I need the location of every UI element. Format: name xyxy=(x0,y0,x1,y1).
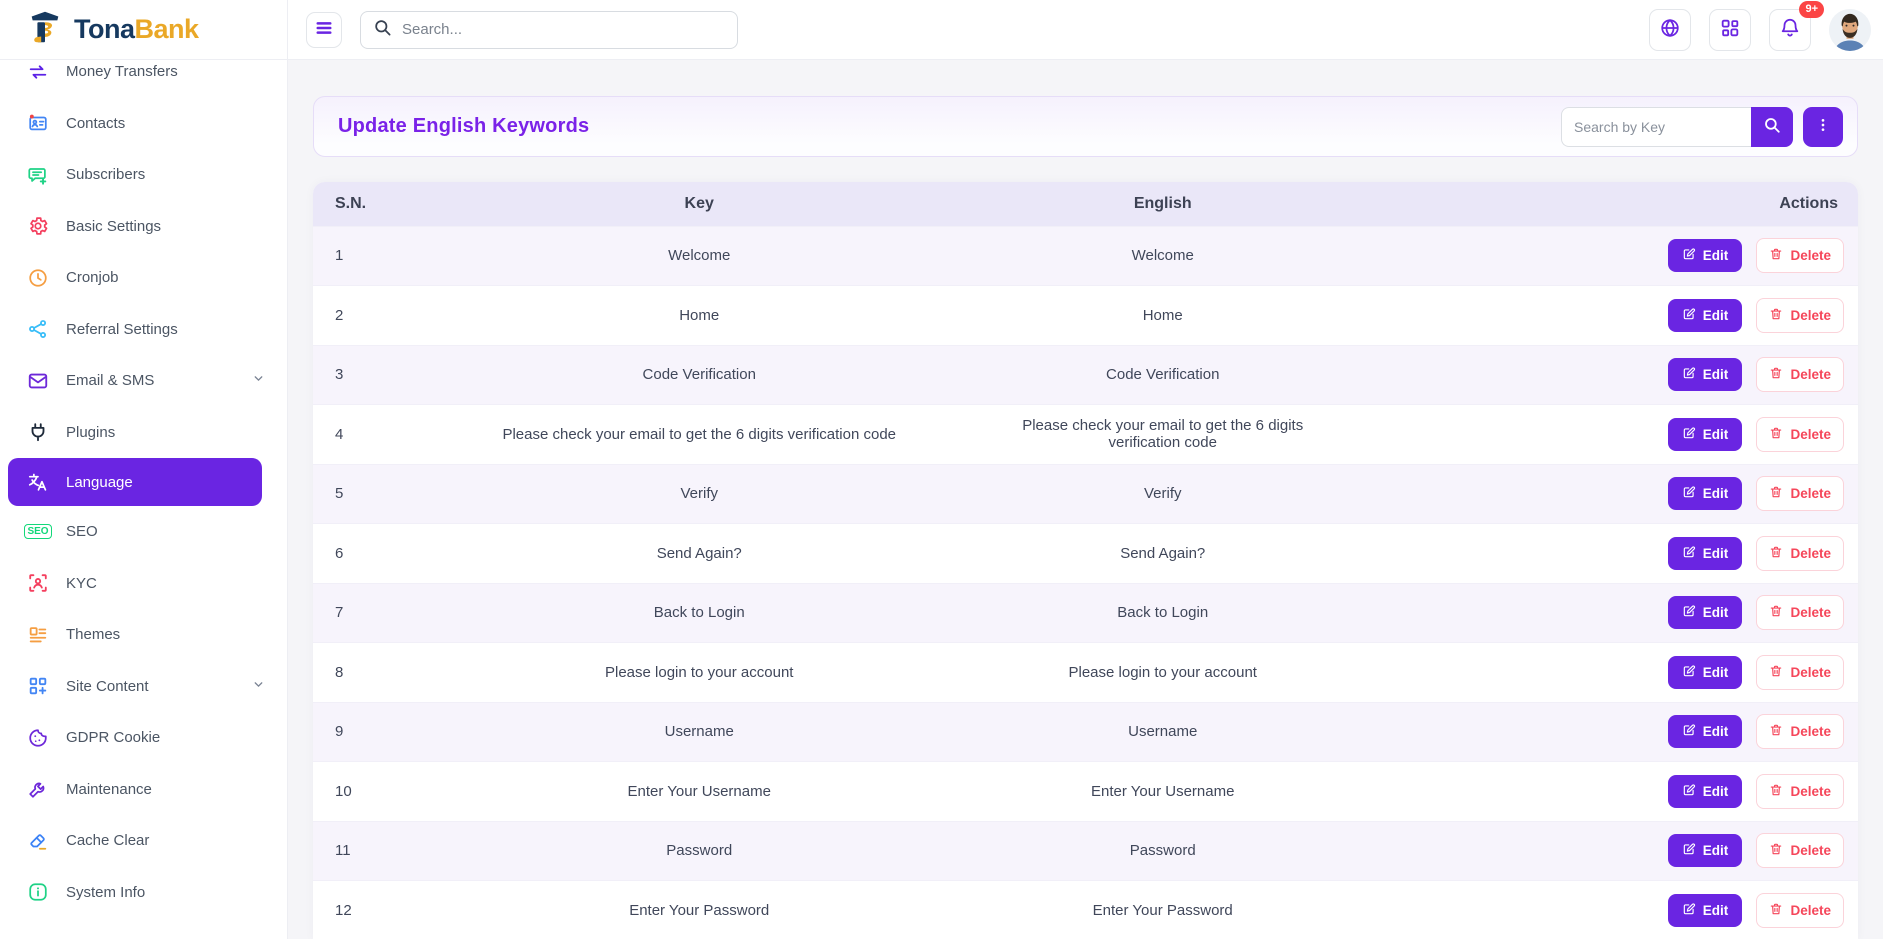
sidebar-item-label: Themes xyxy=(66,626,121,644)
sidebar-item-system-info[interactable] xyxy=(0,867,287,919)
cell-key: Back to Login xyxy=(406,583,993,643)
main-content xyxy=(288,60,1883,939)
delete-button[interactable] xyxy=(1756,357,1844,392)
edit-button[interactable] xyxy=(1668,358,1743,391)
cell-actions xyxy=(1333,286,1858,346)
globe-icon xyxy=(1659,17,1681,42)
sidebar-item-label: KYC xyxy=(66,574,97,592)
edit-button[interactable] xyxy=(1668,656,1743,689)
cell-actions xyxy=(1333,405,1858,465)
trash-icon xyxy=(1769,307,1783,324)
edit-button[interactable] xyxy=(1668,596,1743,629)
cell-key: Code Verification xyxy=(406,345,993,405)
cell-actions xyxy=(1333,643,1858,703)
info-icon xyxy=(26,880,50,904)
delete-button-label: Delete xyxy=(1790,664,1831,680)
chevron-down-icon xyxy=(252,372,265,389)
subscribers-icon xyxy=(26,163,50,187)
delete-button[interactable] xyxy=(1756,833,1844,868)
edit-button[interactable] xyxy=(1668,239,1743,272)
cell-actions xyxy=(1333,881,1858,939)
edit-button-label: Edit xyxy=(1702,426,1729,442)
edit-button-label: Edit xyxy=(1702,664,1729,680)
sidebar-item-label: Site Content xyxy=(66,677,149,695)
sidebar-item-label: Referral Settings xyxy=(66,320,178,338)
sidebar-item-label: Subscribers xyxy=(66,166,146,184)
delete-button[interactable] xyxy=(1756,298,1844,333)
edit-button-label: Edit xyxy=(1702,367,1729,383)
edit-button[interactable] xyxy=(1668,834,1743,867)
sidebar-item-label: SEO xyxy=(66,523,98,541)
cookie-icon xyxy=(26,726,50,750)
cell-english: Password xyxy=(993,821,1333,881)
table-row xyxy=(313,583,1858,643)
edit-pen-icon xyxy=(1682,842,1696,859)
delete-button-label: Delete xyxy=(1790,367,1831,383)
topbar xyxy=(288,0,1883,60)
cell-english: Welcome xyxy=(993,226,1333,286)
sidebar-item-label: Cache Clear xyxy=(66,832,150,850)
sidebar-item-contacts[interactable] xyxy=(0,98,287,150)
sidebar xyxy=(0,60,288,939)
search-by-key-input[interactable] xyxy=(1561,107,1751,147)
edit-button-label: Edit xyxy=(1702,486,1729,502)
table-row xyxy=(313,345,1858,405)
cell-key: Enter Your Password xyxy=(406,881,993,939)
delete-button[interactable] xyxy=(1756,417,1844,452)
sidebar-item-label: Email & SMS xyxy=(66,372,155,390)
trash-icon xyxy=(1769,842,1783,859)
edit-button-label: Edit xyxy=(1702,248,1729,264)
trash-icon xyxy=(1769,664,1783,681)
column-header-sn: S.N. xyxy=(313,182,406,226)
edit-button[interactable] xyxy=(1668,775,1743,808)
cell-sn: 8 xyxy=(313,643,406,703)
cell-english: Please login to your account xyxy=(993,643,1333,703)
cell-sn: 6 xyxy=(313,524,406,584)
edit-pen-icon xyxy=(1682,307,1696,324)
language-globe-button[interactable] xyxy=(1649,9,1691,51)
translate-icon xyxy=(26,470,50,494)
cell-key: Please login to your account xyxy=(406,643,993,703)
trash-icon xyxy=(1769,604,1783,621)
search-icon xyxy=(1763,116,1781,137)
edit-pen-icon xyxy=(1682,604,1696,621)
wrench-icon xyxy=(26,777,50,801)
delete-button-label: Delete xyxy=(1790,605,1831,621)
table-row xyxy=(313,286,1858,346)
keywords-table-card xyxy=(313,182,1858,939)
hamburger-icon xyxy=(314,18,334,41)
cell-english: Back to Login xyxy=(993,583,1333,643)
trash-icon xyxy=(1769,485,1783,502)
table-row xyxy=(313,405,1858,465)
plug-icon xyxy=(26,420,50,444)
table-row xyxy=(313,821,1858,881)
edit-pen-icon xyxy=(1682,783,1696,800)
cell-actions xyxy=(1333,226,1858,286)
cell-key: Username xyxy=(406,702,993,762)
cell-key: Enter Your Username xyxy=(406,762,993,822)
sidebar-item-money-transfers[interactable] xyxy=(0,60,287,98)
dots-vertical-icon xyxy=(1815,117,1831,136)
edit-pen-icon xyxy=(1682,485,1696,502)
apps-grid-icon xyxy=(1719,17,1741,42)
delete-button[interactable] xyxy=(1756,238,1844,273)
cell-actions xyxy=(1333,583,1858,643)
cell-key: Please check your email to get the 6 digits verification code xyxy=(406,405,993,465)
delete-button[interactable] xyxy=(1756,595,1844,630)
table-row xyxy=(313,881,1858,939)
trash-icon xyxy=(1769,723,1783,740)
delete-button-label: Delete xyxy=(1790,724,1831,740)
brand-name: TonaBank xyxy=(74,14,199,44)
edit-pen-icon xyxy=(1682,723,1696,740)
delete-button-label: Delete xyxy=(1790,426,1831,442)
column-header-key: Key xyxy=(406,182,993,226)
sidebar-item-label: Cronjob xyxy=(66,269,119,287)
sidebar-item-subscribers[interactable] xyxy=(0,149,287,201)
edit-button[interactable] xyxy=(1668,715,1743,748)
notifications xyxy=(1769,2,1818,51)
page-header-card xyxy=(313,96,1858,157)
key-search-group xyxy=(1561,107,1843,147)
delete-button[interactable] xyxy=(1756,714,1844,749)
sidebar-item-seo[interactable] xyxy=(0,506,287,558)
sidebar-item-label: Contacts xyxy=(66,114,126,132)
sidebar-item-maintenance[interactable] xyxy=(0,764,287,816)
column-header-actions: Actions xyxy=(1333,182,1858,226)
cell-sn: 4 xyxy=(313,405,406,465)
cell-sn: 10 xyxy=(313,762,406,822)
table-row xyxy=(313,762,1858,822)
cell-english: Verify xyxy=(993,464,1333,524)
sidebar-item-referral-settings[interactable] xyxy=(0,304,287,356)
delete-button-label: Delete xyxy=(1790,307,1831,323)
brand-logo-icon xyxy=(26,8,64,51)
cell-sn: 9 xyxy=(313,702,406,762)
cell-actions xyxy=(1333,762,1858,822)
cell-sn: 7 xyxy=(313,583,406,643)
envelope-icon xyxy=(26,369,50,393)
global-search xyxy=(360,11,738,49)
trash-icon xyxy=(1769,366,1783,383)
cell-english: Code Verification xyxy=(993,345,1333,405)
edit-button-label: Edit xyxy=(1702,843,1729,859)
cell-key: Home xyxy=(406,286,993,346)
delete-button[interactable] xyxy=(1756,893,1844,928)
table-row xyxy=(313,226,1858,286)
eraser-icon xyxy=(26,829,50,853)
sidebar-item-label: Basic Settings xyxy=(66,217,162,235)
edit-pen-icon xyxy=(1682,545,1696,562)
trash-icon xyxy=(1769,783,1783,800)
edit-button[interactable] xyxy=(1668,299,1743,332)
cell-key: Welcome xyxy=(406,226,993,286)
cell-key: Send Again? xyxy=(406,524,993,584)
delete-button[interactable] xyxy=(1756,536,1844,571)
id-scan-icon xyxy=(26,571,50,595)
cell-key: Verify xyxy=(406,464,993,524)
sidebar-item-site-content[interactable] xyxy=(0,661,287,713)
column-header-english: English xyxy=(993,182,1333,226)
delete-button[interactable] xyxy=(1756,476,1844,511)
seo-icon: SEO xyxy=(26,520,50,544)
layout-icon xyxy=(26,623,50,647)
sidebar-item-cache-clear[interactable] xyxy=(0,815,287,867)
delete-button[interactable] xyxy=(1756,774,1844,809)
cell-sn: 2 xyxy=(313,286,406,346)
clock-icon xyxy=(26,266,50,290)
cell-actions xyxy=(1333,702,1858,762)
cell-english: Enter Your Username xyxy=(993,762,1333,822)
edit-button-label: Edit xyxy=(1702,724,1729,740)
edit-button-label: Edit xyxy=(1702,307,1729,323)
edit-pen-icon xyxy=(1682,366,1696,383)
delete-button-label: Delete xyxy=(1790,545,1831,561)
sidebar-item-email-sms[interactable] xyxy=(0,355,287,407)
edit-button[interactable] xyxy=(1668,894,1743,927)
sidebar-item-label: Money Transfers xyxy=(66,63,178,81)
sidebar-item-kyc[interactable] xyxy=(0,558,287,610)
delete-button-label: Delete xyxy=(1790,903,1831,918)
cell-sn: 5 xyxy=(313,464,406,524)
user-avatar[interactable] xyxy=(1829,9,1871,51)
table-header-row xyxy=(313,182,1858,226)
edit-pen-icon xyxy=(1682,426,1696,443)
table-row xyxy=(313,524,1858,584)
cell-sn: 3 xyxy=(313,345,406,405)
delete-button-label: Delete xyxy=(1790,783,1831,799)
delete-button[interactable] xyxy=(1756,655,1844,690)
grid-plus-icon xyxy=(26,674,50,698)
cell-sn: 12 xyxy=(313,881,406,939)
share-network-icon xyxy=(26,317,50,341)
cell-english: Send Again? xyxy=(993,524,1333,584)
edit-pen-icon xyxy=(1682,664,1696,681)
more-options-button[interactable] xyxy=(1803,107,1843,147)
cell-actions xyxy=(1333,464,1858,524)
edit-button-label: Edit xyxy=(1702,903,1729,918)
delete-button-label: Delete xyxy=(1790,486,1831,502)
global-search-input[interactable] xyxy=(402,21,725,38)
sidebar-item-cronjob[interactable] xyxy=(0,252,287,304)
sidebar-item-label: Maintenance xyxy=(66,780,152,798)
edit-pen-icon xyxy=(1682,247,1696,264)
trash-icon xyxy=(1769,247,1783,264)
topbar-actions xyxy=(1649,2,1871,51)
sidebar-item-label: Plugins xyxy=(66,423,116,441)
chevron-down-icon xyxy=(252,678,265,695)
keywords-table xyxy=(313,182,1858,939)
cell-sn: 1 xyxy=(313,226,406,286)
edit-button-label: Edit xyxy=(1702,545,1729,561)
sidebar-item-label: GDPR Cookie xyxy=(66,729,161,747)
sidebar-item-plugins[interactable] xyxy=(0,407,287,459)
sidebar-item-label: Language xyxy=(66,473,133,491)
delete-button-label: Delete xyxy=(1790,843,1831,859)
notification-count-badge: 9+ xyxy=(1799,1,1824,18)
sidebar-item-language[interactable] xyxy=(8,458,262,506)
apps-grid-button[interactable] xyxy=(1709,9,1751,51)
cell-actions xyxy=(1333,345,1858,405)
cell-actions xyxy=(1333,524,1858,584)
brand-logo[interactable] xyxy=(0,0,288,60)
table-row xyxy=(313,702,1858,762)
edit-button-label: Edit xyxy=(1702,605,1729,621)
table-row xyxy=(313,643,1858,703)
cell-key: Password xyxy=(406,821,993,881)
edit-button[interactable] xyxy=(1668,418,1743,451)
sidebar-item-label: System Info xyxy=(66,883,146,901)
edit-button-label: Edit xyxy=(1702,783,1729,799)
cell-english: Username xyxy=(993,702,1333,762)
sidebar-item-basic-settings[interactable] xyxy=(0,201,287,253)
sidebar-item-themes[interactable] xyxy=(0,609,287,661)
cell-sn: 11 xyxy=(313,821,406,881)
edit-button[interactable] xyxy=(1668,477,1743,510)
trash-icon xyxy=(1769,426,1783,443)
search-icon xyxy=(373,18,392,42)
search-by-key-button[interactable] xyxy=(1751,107,1793,147)
edit-button[interactable] xyxy=(1668,537,1743,570)
page-title: Update English Keywords xyxy=(338,115,590,137)
sidebar-item-gdpr-cookie[interactable] xyxy=(0,712,287,764)
cell-english: Enter Your Password xyxy=(993,881,1333,939)
delete-button-label: Delete xyxy=(1790,248,1831,264)
money-transfer-icon xyxy=(26,60,50,84)
bell-icon xyxy=(1779,17,1801,42)
cell-english: Home xyxy=(993,286,1333,346)
sidebar-toggle-button[interactable] xyxy=(306,12,342,48)
cell-english: Please check your email to get the 6 digits verification code xyxy=(993,405,1333,465)
trash-icon xyxy=(1769,545,1783,562)
gear-icon xyxy=(26,214,50,238)
contacts-icon xyxy=(26,111,50,135)
edit-pen-icon xyxy=(1682,902,1696,919)
trash-icon xyxy=(1769,902,1783,919)
cell-actions xyxy=(1333,821,1858,881)
table-row xyxy=(313,464,1858,524)
